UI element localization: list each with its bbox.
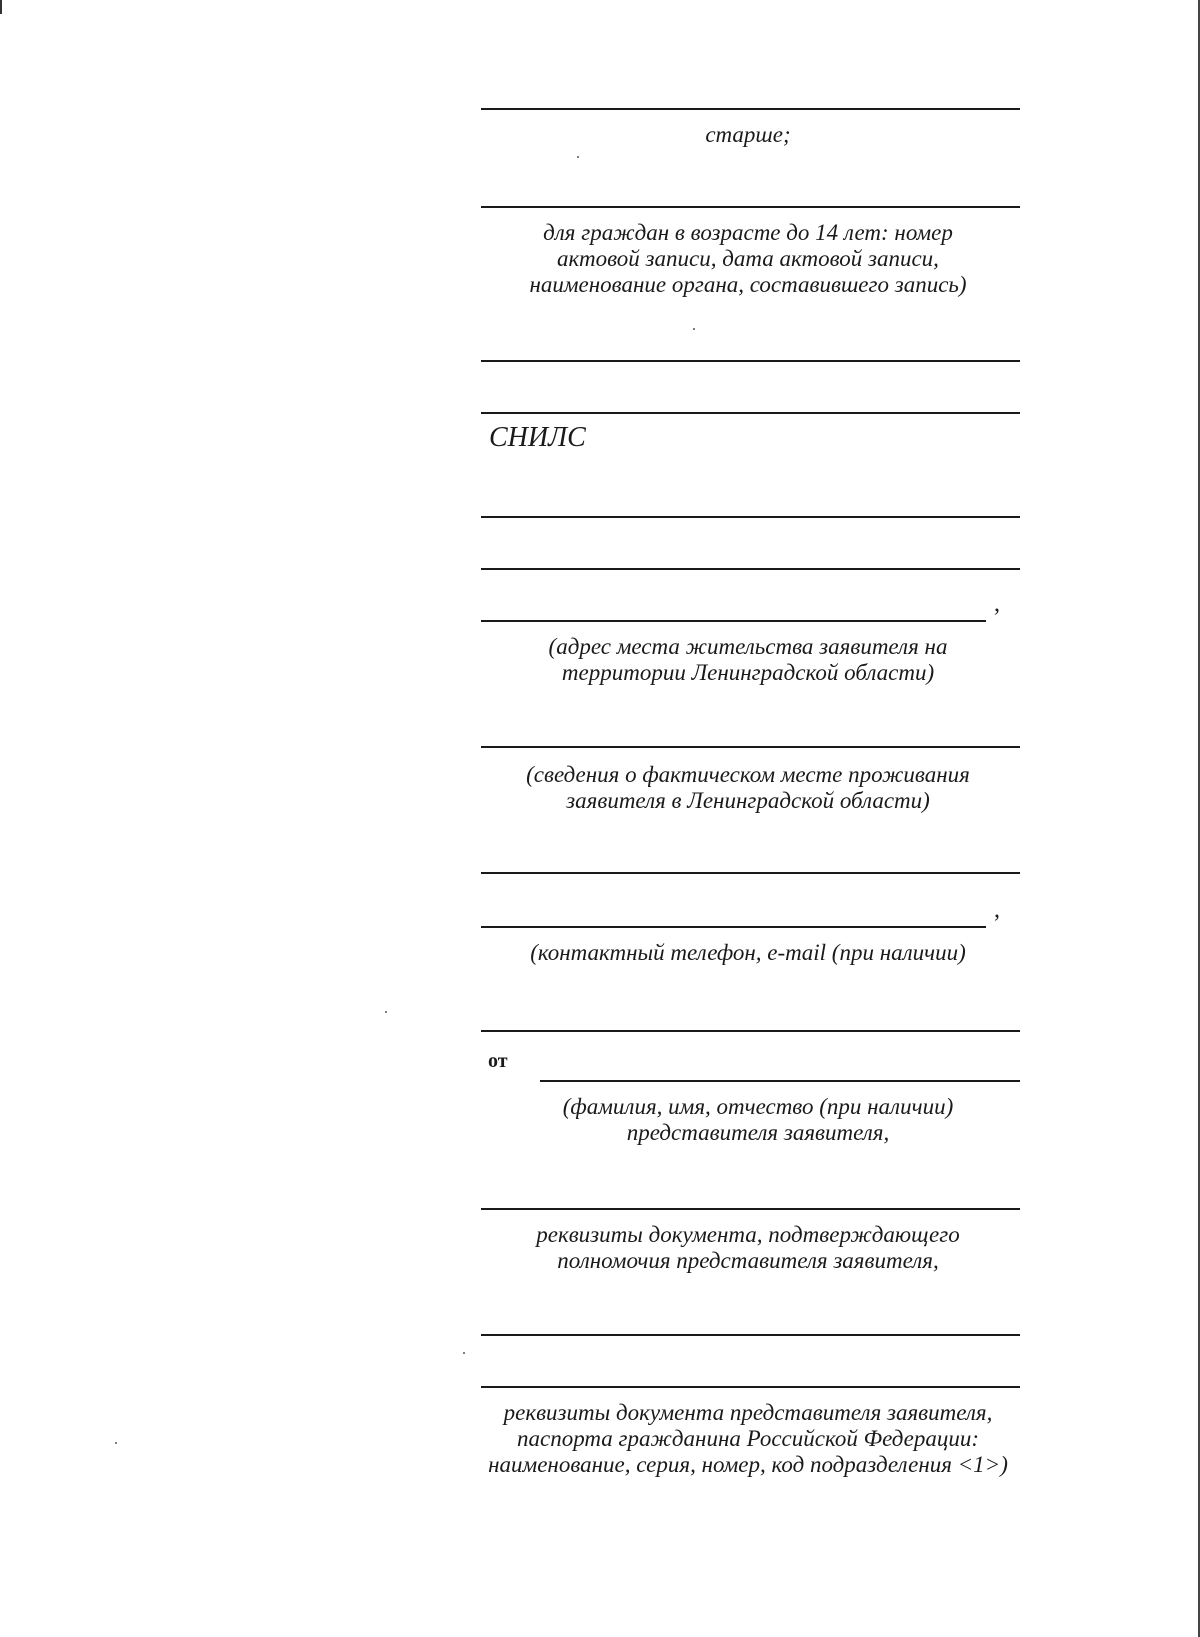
address-comma: , xyxy=(994,591,1000,617)
blank-line-birth-record xyxy=(481,206,1020,208)
caption-under-14: для граждан в возрасте до 14 лет: номер актовой записи, дата актовой записи, наименование органа, составившего запись) xyxy=(529,220,967,297)
contacts-comma: , xyxy=(994,897,1000,923)
caption-representative-name: (фамилия, имя, отчество (при наличии) представителя заявителя, xyxy=(562,1094,954,1145)
scan-speck xyxy=(577,156,579,158)
blank-line-representative-1 xyxy=(481,1030,1020,1032)
blank-line-contacts-1 xyxy=(481,872,1020,874)
blank-line-extra-1 xyxy=(481,360,1020,362)
blank-line-actual-residence xyxy=(481,746,1020,748)
blank-line-snils xyxy=(481,516,1020,518)
caption-representative-authority: реквизиты документа, подтверждающего полномочия представителя заявителя, xyxy=(536,1222,960,1273)
blank-line-address-2 xyxy=(481,620,986,622)
blank-line-extra-2 xyxy=(481,412,1020,414)
blank-line-address-1 xyxy=(481,568,1020,570)
blank-line-representative-name xyxy=(540,1080,1020,1082)
scan-speck xyxy=(385,1011,387,1013)
scan-edge-mark xyxy=(0,0,2,14)
scan-speck xyxy=(463,1352,465,1354)
caption-representative-passport: реквизиты документа представителя заявителя, паспорта гражданина Российской Федерации: наименование, серия, номер, код подразделения <1>) xyxy=(488,1400,1008,1477)
blank-line-document-details xyxy=(481,108,1020,110)
caption-address: (адрес места жительства заявителя на территории Ленинградской области) xyxy=(548,634,948,685)
scan-speck xyxy=(693,328,695,330)
caption-actual-residence: (сведения о фактическом месте проживания заявителя в Ленинградской области) xyxy=(526,762,970,813)
snils-label: СНИЛС xyxy=(489,422,586,453)
caption-contacts: (контактный телефон, e-mail (при наличии) xyxy=(530,940,966,965)
blank-line-representative-passport-1 xyxy=(481,1334,1020,1336)
blank-line-contacts-2 xyxy=(481,926,986,928)
blank-line-representative-authority xyxy=(481,1208,1020,1210)
blank-line-representative-passport-2 xyxy=(481,1386,1020,1388)
scan-speck xyxy=(115,1442,117,1444)
from-label: от xyxy=(488,1050,508,1072)
caption-older: старше; xyxy=(705,122,791,147)
